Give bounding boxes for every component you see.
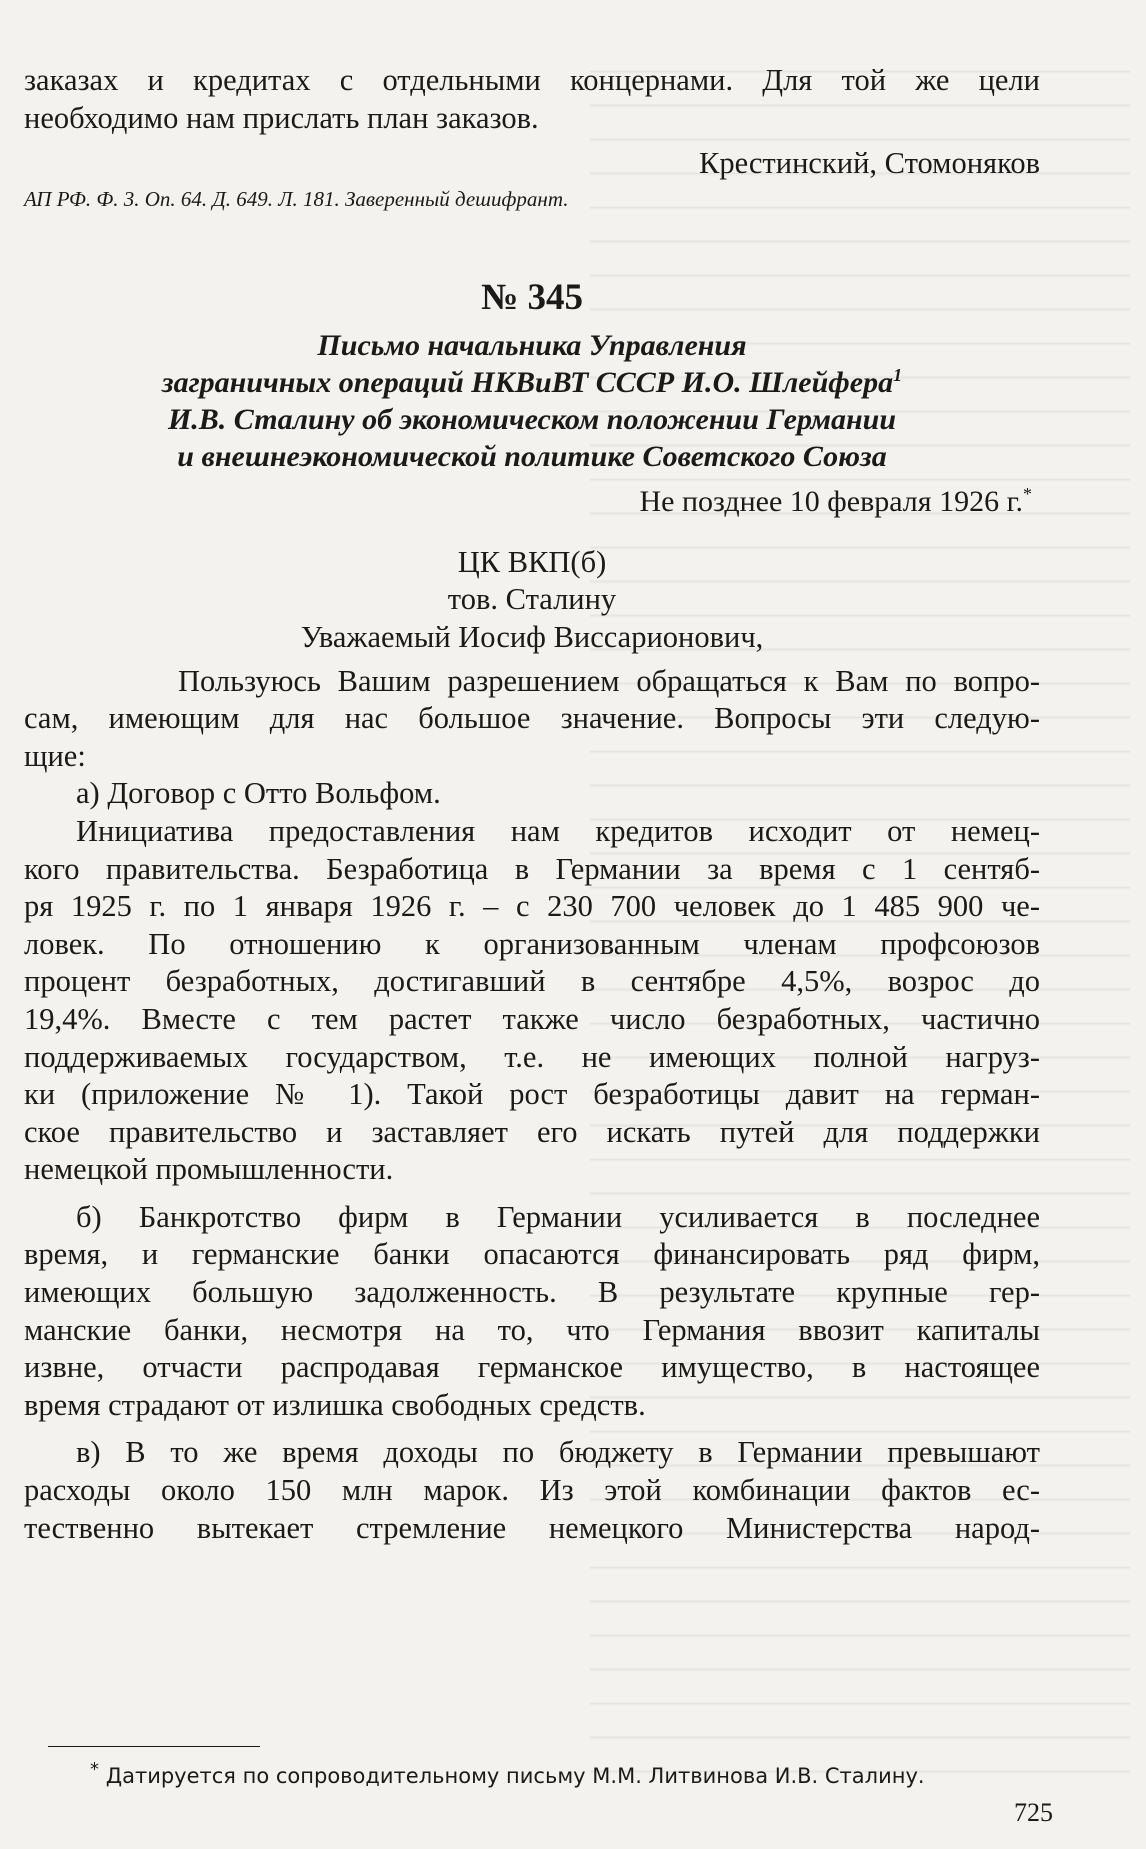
text-line: ки (приложение № 1). Такой рост безработицы давит на герман- [24, 1077, 1040, 1112]
footnote-marker: * [1023, 483, 1032, 504]
archive-source-reference: АП РФ. Ф. 3. Оп. 64. Д. 649. Л. 181. Заверенный дешифрант. [24, 186, 569, 211]
salutation: Уважаемый Иосиф Виссарионович, [300, 619, 764, 654]
page-number: 725 [1014, 1798, 1053, 1827]
footnote-marker: * [90, 1759, 99, 1780]
date-text: Не позднее 10 февраля 1926 г. [639, 484, 1023, 518]
page-content [24, 62, 1040, 1547]
text-line: процент безработных, достигавший в сентябре 4,5%, возрос до [24, 964, 1040, 999]
document-title [24, 327, 1040, 475]
footnote-marker: 1 [893, 364, 903, 385]
title-line-text: заграничных операций НКВиВТ СССР И.О. Шлейфера [161, 365, 894, 399]
text-line: в) В то же время доходы по бюджету в Германии превышают [76, 1435, 1040, 1470]
footnote [90, 1759, 925, 1788]
text-line: сам, имеющим для нас большое значение. Вопросы эти следую- [24, 701, 1040, 736]
addressee-org: ЦК ВКП(б) [457, 544, 607, 579]
footnote-text: Датируется по сопроводительному письму М.М. Литвинова И.В. Сталину. [105, 1764, 925, 1788]
item-a-heading: а) Договор с Отто Вольфом. [76, 776, 441, 811]
text-line: необходимо нам прислать план заказов. [24, 100, 539, 135]
text-line: кого правительства. Безработица в Германии за время с 1 сентяб- [24, 851, 1040, 886]
text-line: Пользуюсь Вашим разрешением обращаться к Вам по вопро- [178, 663, 1040, 698]
intro-paragraph [24, 663, 1040, 776]
text-line: б) Банкротство фирм в Германии усиливается в последнее [76, 1199, 1040, 1234]
text-line: время, и германские банки опасаются финансировать ряд фирм, [24, 1237, 1040, 1272]
paragraph-b [24, 1199, 1040, 1425]
text-line: ское правительство и заставляет его искать путей для поддержки [24, 1114, 1040, 1149]
text-line: расходы около 150 млн марок. Из этой комбинации фактов ес- [24, 1473, 1040, 1508]
paragraph-v [24, 1434, 1040, 1547]
text-line: манские банки, несмотря на то, что Германия ввозит капиталы [24, 1312, 1040, 1347]
text-line: извне, отчасти распродавая германское имущество, в настоящее [24, 1350, 1040, 1385]
signature: Крестинский, Стомоняков [698, 146, 1040, 181]
text-line: немецкой промышленности. [24, 1152, 394, 1187]
document-date [24, 483, 1032, 520]
text-line: время страдают от излишка свободных средств. [24, 1387, 646, 1422]
footnote-divider [48, 1746, 260, 1747]
text-line: щие: [24, 738, 86, 773]
top-paragraph [24, 62, 1040, 137]
text-line: имеющих большую задолженность. В результате крупные гер- [24, 1275, 1040, 1310]
text-line: Инициатива предоставления нам кредитов исходит от немец- [76, 813, 1040, 848]
text-line: 19,4%. Вместе с тем растет также число безработных, частично [24, 1001, 1040, 1036]
text-line: ловек. По отношению к организованным членам профсоюзов [24, 926, 1040, 961]
title-line: Письмо начальника Управления [317, 328, 747, 362]
text-line: ря 1925 г. по 1 января 1926 г. – с 230 700 человек до 1 485 900 че- [24, 889, 1040, 924]
credit-paragraph [24, 813, 1040, 1189]
text-line: поддерживаемых государством, т.е. не имеющих полной нагруз- [24, 1039, 1040, 1074]
title-line: и внешнеэкономической политике Советского Союза [177, 439, 887, 473]
document-number: № 345 [481, 276, 583, 318]
title-line [24, 364, 1040, 401]
title-line: И.В. Сталину об экономическом положении Германии [167, 402, 897, 436]
addressee-person: тов. Сталину [447, 582, 617, 617]
text-line: заказах и кредитах с отдельными концернами. Для той же цели [24, 63, 1040, 97]
text-line: тественно вытекает стремление немецкого Министерства народ- [24, 1510, 1040, 1545]
